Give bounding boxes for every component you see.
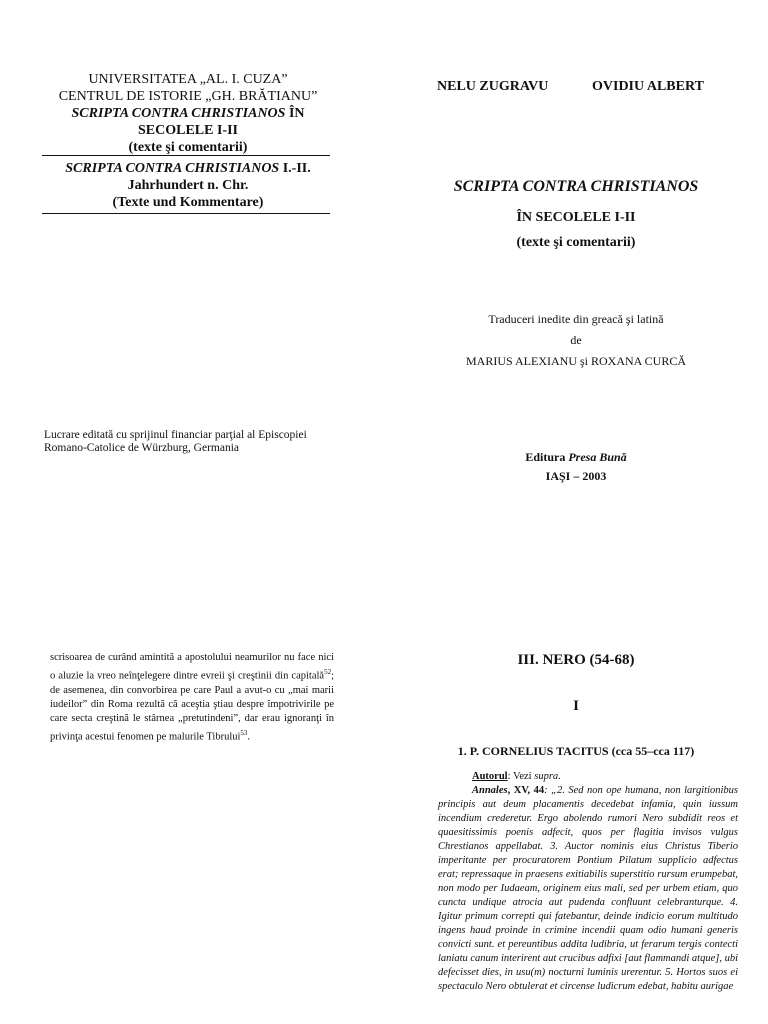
book-title: SCRIPTA CONTRA CHRISTIANOS	[453, 178, 699, 195]
body-text	[438, 770, 738, 994]
german-title-block	[40, 160, 336, 211]
translation-line2: de	[570, 333, 582, 347]
author-supra: supra	[534, 771, 559, 782]
translation-credit	[384, 309, 768, 372]
author-label: Autorul	[472, 771, 508, 782]
footnote-ref-53: 53	[240, 728, 248, 737]
annales-paragraph	[438, 784, 738, 994]
excerpt-text-2: ; de asemenea, din convorbirea pe care Paul a avut-o cu „mai marii iudeilor” din Roma rezultă că aceştia ştiau despre împotrivirile pe care secta creştină le stârnea „pretutindeni”, dar erau ignoranţi în privinţa acestui fenomen pe malurile Tibrului	[50, 670, 334, 742]
author-text: : Vezi	[507, 771, 535, 782]
sponsor-line2: Romano-Catolice de Würzburg, Germania	[44, 442, 240, 454]
romanian-title-line2: SECOLELE I-II	[138, 123, 238, 138]
institution-block	[40, 71, 336, 156]
sponsor-line1: Lucrare editată cu sprijinul financiar parţial al Episcopiei	[44, 429, 307, 441]
german-title-tail: I.-II.	[282, 161, 311, 176]
publisher-prefix: Editura	[525, 450, 566, 464]
divider-bottom	[42, 213, 330, 214]
german-title-line3: (Texte und Kommentare)	[112, 195, 264, 210]
chapter-heading: III. NERO (54-68)	[517, 652, 635, 668]
german-title	[40, 160, 336, 177]
section-heading: 1. P. CORNELIUS TACITUS (cca 55–cca 117)	[457, 744, 695, 758]
publisher-title: Presa Bună	[568, 450, 627, 464]
excerpt-text-3: .	[247, 731, 251, 742]
publisher-place-year: IAŞI – 2003	[545, 469, 607, 483]
romanian-title-italic: SCRIPTA CONTRA CHRISTIANOS	[71, 106, 286, 121]
annales-ref: , XV, 44	[507, 785, 545, 796]
publisher-name	[384, 448, 768, 467]
author-paragraph	[438, 770, 738, 784]
part-numeral: I	[573, 698, 579, 714]
romanian-title	[40, 105, 336, 122]
romanian-title-line3: (texte şi comentarii)	[128, 140, 248, 155]
footnote-ref-52: 52	[324, 668, 332, 676]
book-subtitle-2: (texte şi comentarii)	[516, 235, 636, 250]
sponsor-note	[44, 429, 344, 455]
annales-label: Annales	[472, 785, 508, 796]
translation-line1: Traduceri inedite din greacă şi latină	[488, 312, 664, 326]
university-name: UNIVERSITATEA „AL. I. CUZA”	[88, 72, 288, 87]
divider-top	[42, 155, 330, 156]
author-2: OVIDIU ALBERT	[592, 79, 704, 94]
excerpt-paragraph	[50, 651, 334, 744]
excerpt-text-1: scrisoarea de curând amintită a apostolului neamurilor nu face nici o aluzie la vreo neînţelegere dintre evreii şi creştinii din capitală	[50, 652, 334, 682]
romanian-title-tail: ÎN	[288, 106, 305, 121]
translators: MARIUS ALEXIANU şi ROXANA CURCĂ	[465, 354, 687, 368]
author-end: .	[558, 771, 561, 782]
research-center-name: CENTRUL DE ISTORIE „GH. BRĂTIANU”	[58, 89, 318, 104]
german-title-line2: Jahrhundert n. Chr.	[127, 178, 249, 193]
annales-text: : „2. Sed non ope humana, non largitionibus principis aut deum placamentis decedebat infamia, quin iussum incendium crederetur. Ergo abolendo rumori Nero subdidit reos et quaesitissimis poenis adfecit, quos per flagitia invisos vulgus Chrestianos appellabat. 3. Auctor nominis eius Christus Tiberio imperitante per procuratorem Pontium Pilatum supplicio adfectus erat; repressaque in praesens exitiabilis superstitio rursum erumpebat, non modo per Iudaeam, originem eius mali, sed per urbem etiam, quo cuncta undique atrocia aut pudenda confluunt celebranturque. 4. Igitur primum correpti qui fatebantur, deinde indicio eorum multitudo ingens haud proinde in crimine incendii quam odio humani generis convicti sunt. et pereuntibus addita ludibria, ut ferarum tergis contecti laniatu canum interirent aut crucibus adfixi [aut flammandi atque], ubi defecisset dies, in usu(m) nocturni luminis urerentur. 5. Hortos suos ei spectaculo Nero obtulerat et circense ludicrum edebat, habitu aurigae	[438, 785, 739, 992]
book-subtitle: ÎN SECOLELE I-II	[516, 210, 636, 225]
author-1: NELU ZUGRAVU	[437, 79, 549, 94]
publisher-block	[384, 448, 768, 486]
german-title-italic: SCRIPTA CONTRA CHRISTIANOS	[65, 161, 280, 176]
